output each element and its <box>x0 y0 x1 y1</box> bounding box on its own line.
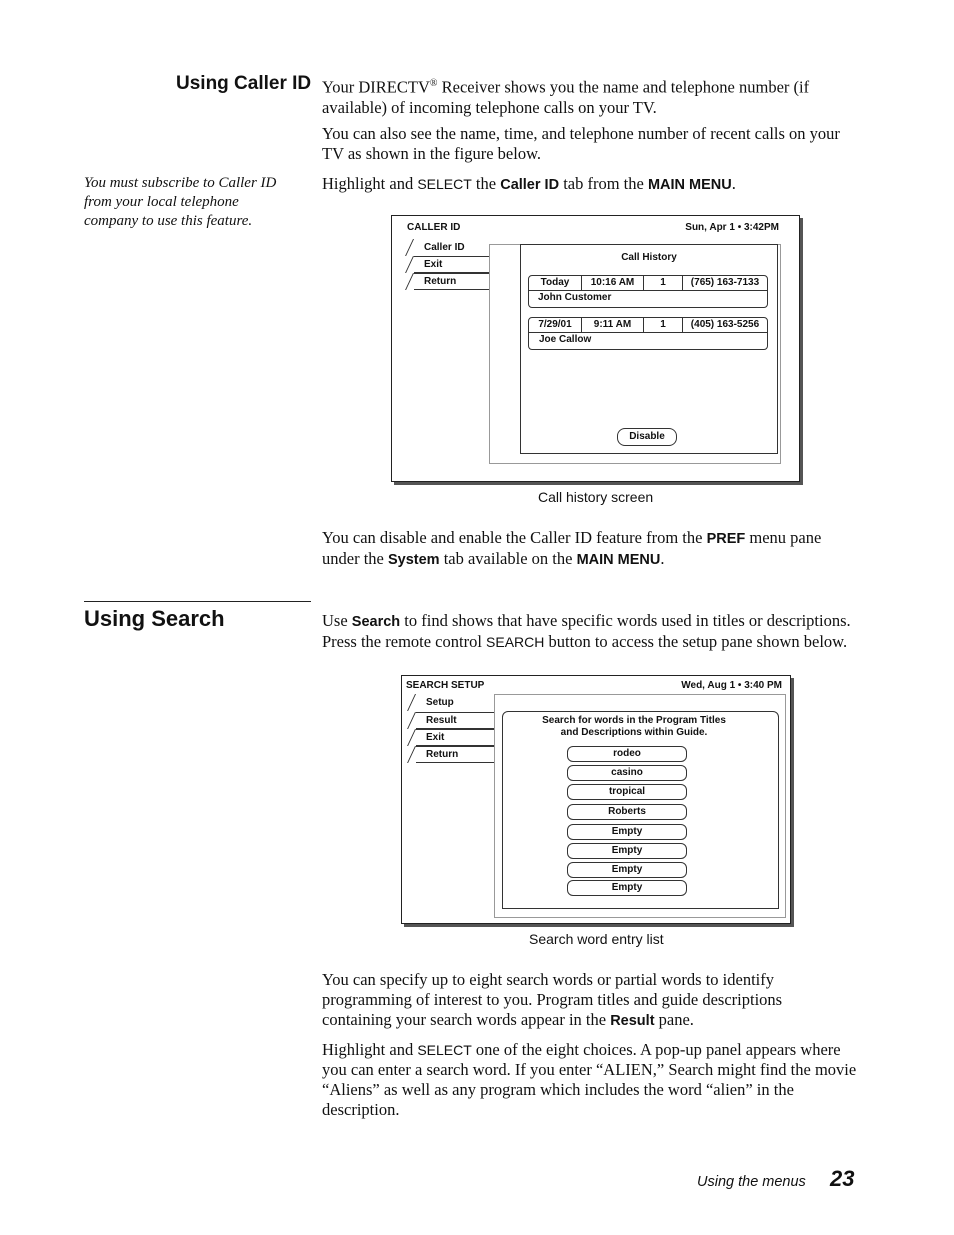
tab-return[interactable] <box>414 273 490 290</box>
section-divider <box>84 601 311 602</box>
search-word-slot-1[interactable]: rodeo <box>567 746 687 762</box>
call-record-row <box>529 318 767 333</box>
select-keyword: SELECT <box>417 176 472 192</box>
text: menu pane <box>745 528 822 547</box>
call-date: Today <box>529 276 582 290</box>
call-record-1[interactable] <box>528 275 768 308</box>
call-history-caption: Call history screen <box>538 489 654 505</box>
text: You can also see the name, time, and telephone number of recent calls on your <box>322 124 840 143</box>
text: Highlight and <box>322 174 418 193</box>
caller-id-paragraph-2 <box>322 124 902 164</box>
screen-datetime: Wed, Aug 1 • 3:40 PM <box>681 680 782 691</box>
text: and Descriptions within Guide. <box>560 727 708 738</box>
text: Press the remote control <box>322 632 487 651</box>
main-menu-keyword: MAIN MENU <box>576 552 661 568</box>
using-search-heading: Using Search <box>84 606 225 631</box>
text: button to access the setup pane shown below. <box>544 632 848 651</box>
call-history-title: Call History <box>621 252 677 263</box>
screen-datetime: Sun, Apr 1 • 3:42PM <box>685 222 779 233</box>
search-word-slot-5[interactable]: Empty <box>567 824 687 840</box>
text: TV as shown in the figure below. <box>322 144 542 163</box>
tab-exit[interactable] <box>414 256 490 273</box>
caller-id-paragraph-3 <box>322 174 902 195</box>
tab-result[interactable] <box>416 712 494 729</box>
disable-button[interactable]: Disable <box>617 428 677 446</box>
tab-setup[interactable] <box>416 695 494 710</box>
call-count: 1 <box>644 276 683 290</box>
text: Your DIRECTV <box>322 77 430 97</box>
text: company to use this feature. <box>84 213 253 229</box>
search-word-caption: Search word entry list <box>529 931 664 947</box>
registered-mark: ® <box>429 78 438 89</box>
search-button-keyword: SEARCH <box>486 634 545 650</box>
tab-label: Caller ID <box>424 242 465 253</box>
search-word-slot-3[interactable]: tropical <box>567 784 687 800</box>
text: one of the eight choices. A pop-up panel appears where <box>471 1040 841 1059</box>
page-number: 23 <box>830 1166 855 1191</box>
tab-label: Return <box>424 276 457 287</box>
call-history-panel <box>520 244 778 454</box>
text: “Aliens” as well as any program which includes the word “alien” in the <box>322 1080 794 1099</box>
text: pane. <box>654 1010 694 1029</box>
text: under the <box>322 549 388 568</box>
text: from your local telephone <box>84 194 239 210</box>
caller-id-paragraph-4 <box>322 528 902 570</box>
system-keyword: System <box>387 552 440 568</box>
tab-caller-id[interactable] <box>414 240 490 255</box>
search-paragraph-2 <box>322 970 902 1031</box>
tab-return[interactable] <box>416 746 494 763</box>
text: description. <box>322 1100 400 1119</box>
call-number: (405) 163-5256 <box>690 319 760 330</box>
text: You can disable and enable the Caller ID feature from the <box>322 528 707 547</box>
search-word-slot-7[interactable]: Empty <box>567 862 687 878</box>
text: Receiver shows you the name and telephone number (if <box>437 77 810 97</box>
search-paragraph-3 <box>322 1040 902 1120</box>
caller-id-paragraph-1 <box>322 74 882 118</box>
call-number: (765) 163-7133 <box>690 277 760 288</box>
call-time: 9:11 AM <box>582 318 644 332</box>
caller-id-side-note <box>84 174 314 231</box>
pref-keyword: PREF <box>706 531 746 547</box>
text: you can enter a search word. If you enter “ALIEN,” Search might find the movie <box>322 1060 857 1079</box>
call-record-2[interactable] <box>528 317 768 350</box>
search-word-slot-2[interactable]: casino <box>567 765 687 781</box>
text: Use <box>322 611 352 630</box>
text: You can specify up to eight search words or partial words to identify <box>322 970 774 989</box>
caller-name: John Customer <box>538 292 612 303</box>
text: Search for words in the Program Titles <box>542 715 726 726</box>
caller-name: Joe Callow <box>539 334 592 345</box>
text: available) of incoming telephone calls on your TV. <box>322 97 657 117</box>
tab-label: Result <box>426 715 457 726</box>
tab-label: Setup <box>426 697 454 708</box>
text: . <box>731 174 736 193</box>
text: You must subscribe to Caller ID <box>84 175 277 191</box>
search-word-slot-6[interactable]: Empty <box>567 843 687 859</box>
text: the <box>471 174 501 193</box>
call-count: 1 <box>644 318 683 332</box>
text: tab available on the <box>439 549 577 568</box>
tab-label: Exit <box>424 259 443 270</box>
screen-title: CALLER ID <box>407 222 461 233</box>
result-keyword: Result <box>610 1013 655 1029</box>
search-word-slot-4[interactable]: Roberts <box>567 804 687 820</box>
text: tab from the <box>559 174 648 193</box>
search-paragraph-1 <box>322 611 902 652</box>
text: Highlight and <box>322 1040 418 1059</box>
text: programming of interest to you. Program titles and guide descriptions <box>322 990 783 1009</box>
text: . <box>660 549 665 568</box>
tab-label: Return <box>426 749 459 760</box>
select-keyword: SELECT <box>417 1042 472 1058</box>
caller-id-keyword: Caller ID <box>500 177 560 193</box>
main-menu-keyword: MAIN MENU <box>647 177 732 193</box>
call-date: 7/29/01 <box>529 318 582 332</box>
call-history-screen <box>391 215 800 482</box>
search-keyword: Search <box>351 614 401 630</box>
screen-title: SEARCH SETUP <box>406 680 485 691</box>
tab-label: Exit <box>426 732 445 743</box>
call-time: 10:16 AM <box>582 276 644 290</box>
footer-section-title: Using the menus <box>697 1174 806 1190</box>
call-record-row <box>529 276 767 291</box>
text: to find shows that have specific words used in titles or descriptions. <box>400 611 851 630</box>
search-instructions <box>503 715 765 739</box>
tab-exit[interactable] <box>416 729 494 746</box>
caller-id-heading: Using Caller ID <box>176 73 312 94</box>
text: containing your search words appear in the <box>322 1010 611 1029</box>
search-setup-screen <box>401 675 791 924</box>
search-word-slot-8[interactable]: Empty <box>567 880 687 896</box>
